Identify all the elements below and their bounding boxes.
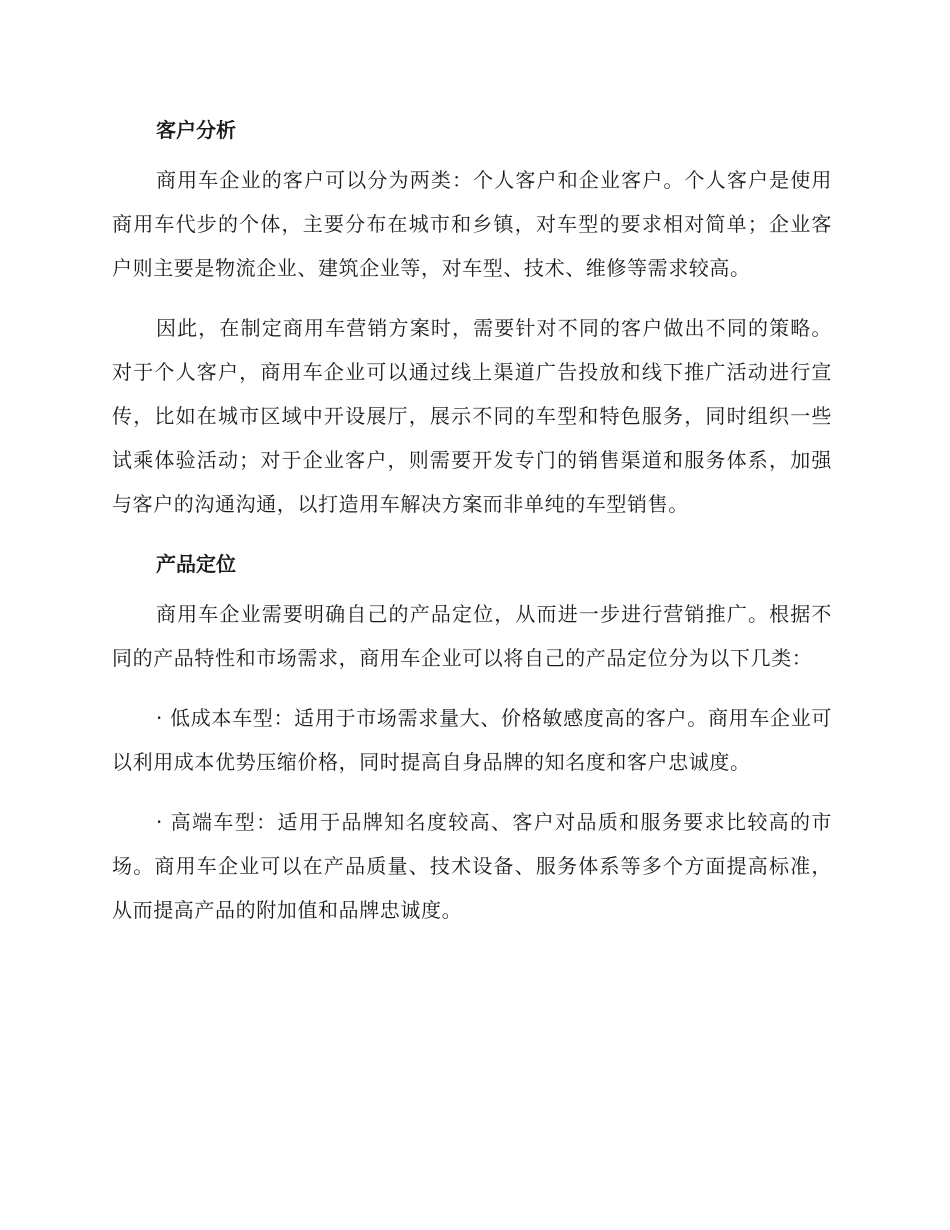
bullet-paragraph: · 高端车型：适用于品牌知名度较高、客户对品质和服务要求比较高的市场。商用车企业可以在产品质量、技术设备、服务体系等多个方面提高标准，从而提高产品的附加值和品牌忠诚度。 [112, 810, 832, 922]
section-heading: 产品定位 [156, 552, 236, 576]
section-heading: 客户分析 [156, 118, 236, 142]
section-product-positioning [112, 542, 832, 932]
document-page [112, 108, 832, 948]
paragraph: 因此，在制定商用车营销方案时，需要针对不同的客户做出不同的策略。对于个人客户，商用车企业可以通过线上渠道广告投放和线下推广活动进行宣传，比如在城市区域中开设展厅，展示不同的车型和特色服务，同时组织一些试乘体验活动；对于企业客户，则需要开发专门的销售渠道和服务体系，加强与客户的沟通沟通，以打造用车解决方案而非单纯的车型销售。 [112, 316, 832, 516]
bullet-paragraph: · 低成本车型：适用于市场需求量大、价格敏感度高的客户。商用车企业可以利用成本优势压缩价格，同时提高自身品牌的知名度和客户忠诚度。 [112, 706, 832, 774]
paragraph: 商用车企业需要明确自己的产品定位，从而进一步进行营销推广。根据不同的产品特性和市场需求，商用车企业可以将自己的产品定位分为以下几类： [112, 602, 832, 670]
paragraph: 商用车企业的客户可以分为两类：个人客户和企业客户。个人客户是使用商用车代步的个体，主要分布在城市和乡镇，对车型的要求相对简单；企业客户则主要是物流企业、建筑企业等，对车型、技术、维修等需求较高。 [112, 168, 832, 280]
section-customer-analysis [112, 108, 832, 526]
